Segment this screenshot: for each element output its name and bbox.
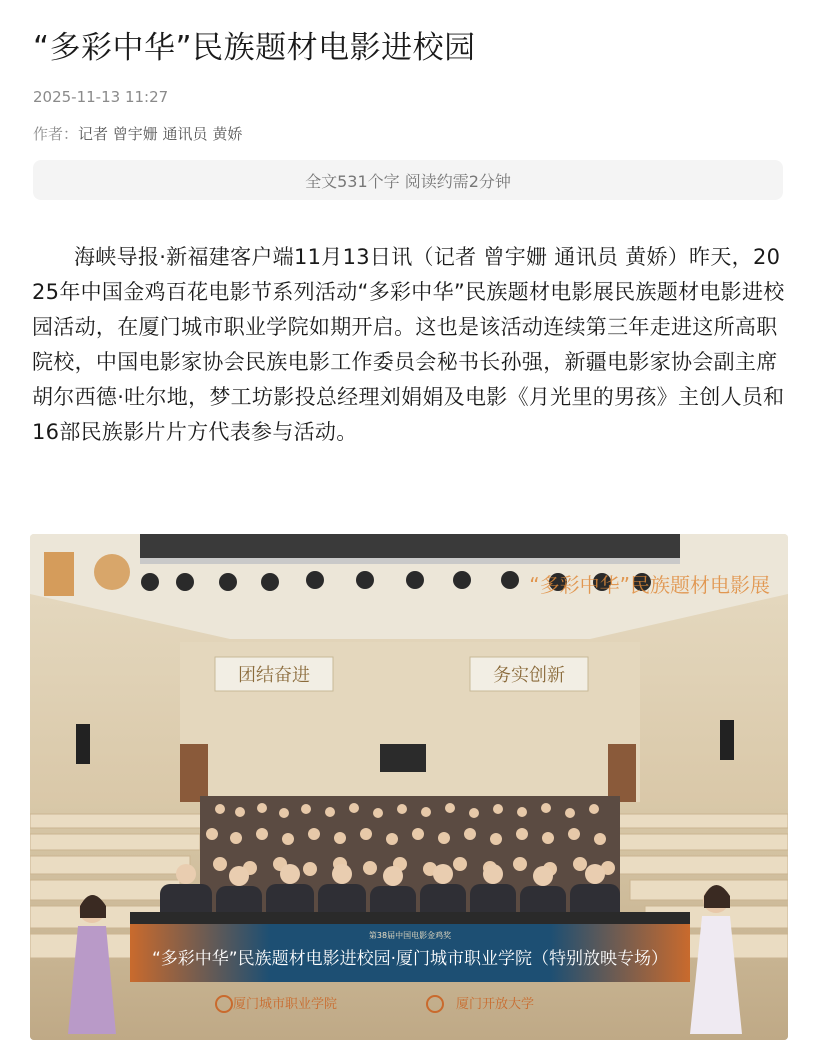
- banner-small-text: 第38届中国电影金鸡奖: [368, 931, 452, 940]
- stage-screen: [380, 744, 426, 772]
- event-photo[interactable]: [30, 534, 788, 1040]
- lighting-truss: [140, 534, 680, 562]
- publish-date: 2025-11-13 11:27: [33, 88, 169, 106]
- logo-open-university: 厦门开放大学: [455, 997, 535, 1012]
- wall-sign-right: 务实创新: [493, 665, 565, 686]
- top-right-banner-text: “多彩中华”民族题材电影展: [529, 573, 770, 597]
- byline-authors: 记者 曾宇姗 通讯员 黄娇: [78, 125, 243, 143]
- reading-summary-text: 全文531个字 阅读约需2分钟: [305, 171, 511, 191]
- left-door: [180, 744, 208, 802]
- festival-logo-left: [44, 552, 74, 596]
- logo-city-college: 厦门城市职业学院: [232, 997, 338, 1012]
- article-title: “多彩中华”民族题材电影进校园: [33, 30, 476, 66]
- reading-summary-bar: [33, 160, 783, 200]
- byline: [33, 123, 242, 144]
- byline-prefix: 作者：: [33, 125, 79, 143]
- front-table: [130, 912, 690, 924]
- banner-main-text: “多彩中华”民族题材电影进校园·厦门城市职业学院（特别放映专场）: [151, 949, 669, 969]
- article-paragraph: 海峡导报·新福建客户端11月13日讯（记者 曾宇姗 通讯员 黄娇）昨天，2025年中国金鸡百花电影节系列活动“多彩中华”民族题材电影展民族题材电影进校园活动，在厦门城市职业学院如期开启。这也是该活动连续第三年走进这所高职院校，中国电影家协会民族电影工作委员会秘书长孙强，新疆电影家协会副主席胡尔西德·吐尔地，梦工坊影投总经理刘娟娟及电影《月光里的男孩》主创人员和16部民族影片片方代表参与活动。: [32, 245, 785, 444]
- wall-sign-left: 团结奋进: [238, 665, 310, 686]
- right-door: [608, 744, 636, 802]
